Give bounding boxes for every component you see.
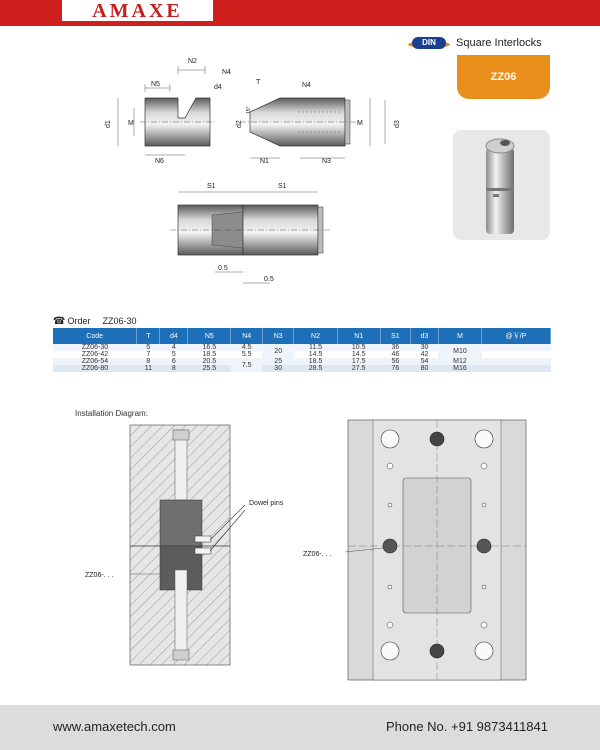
cell: M16 (438, 365, 481, 372)
product-code: ZZ06 (490, 71, 517, 83)
cell: 18.5 (188, 351, 231, 358)
cell: 17.5 (337, 358, 380, 365)
col-n1: N1 (337, 328, 380, 344)
cell: 42 (411, 351, 439, 358)
label-s1-left: S1 (207, 183, 216, 190)
cell: ZZ06-42 (53, 351, 137, 358)
cell: ZZ06-30 (53, 344, 137, 351)
cell: 18.5 (294, 358, 337, 365)
col-d4: d4 (160, 328, 188, 344)
col-d3: d3 (411, 328, 439, 344)
col-m: M (438, 328, 481, 344)
cell: 28.5 (294, 365, 337, 372)
cell (482, 344, 551, 351)
logo-text: AMAXE (92, 0, 183, 22)
cell: 56 (380, 358, 410, 365)
part-label-right: ZZ06-. . . (303, 551, 332, 558)
installation-title: Installation Diagram: (75, 409, 148, 418)
installation-plan-view (303, 420, 526, 680)
phone-number[interactable]: Phone No. +91 9873411841 (385, 719, 548, 734)
label-m-right: M (357, 120, 363, 127)
label-angle: 15° (246, 106, 252, 114)
spec-table (53, 328, 551, 372)
installation-section-view (85, 425, 284, 665)
label-d3: d3 (394, 120, 401, 128)
female-part-drawing (105, 58, 231, 165)
telephone-icon: ☎ (53, 316, 66, 327)
cell: 4.5 (231, 344, 263, 351)
cell: 46 (380, 351, 410, 358)
table-row[interactable] (53, 344, 551, 351)
label-d2: d2 (236, 120, 243, 128)
dowel-pins-label: Dowel pins (249, 500, 284, 507)
cell: 5 (137, 344, 160, 351)
label-n4-left: N4 (222, 69, 231, 76)
label-n1: N1 (260, 158, 269, 165)
male-part-drawing (236, 79, 401, 165)
table-header-row (53, 328, 551, 344)
cell: 80 (411, 365, 439, 372)
series-title: Square Interlocks (456, 37, 542, 49)
order-line (53, 316, 137, 327)
assembled-drawing (170, 183, 330, 283)
cell: 8 (137, 358, 160, 365)
cell: 6 (160, 358, 188, 365)
col-n2: N2 (294, 328, 337, 344)
label-t: T (256, 79, 261, 86)
cell: 5.5 (231, 351, 263, 358)
cell (482, 365, 551, 372)
cell: 10.5 (337, 344, 380, 351)
cell: 5 (160, 351, 188, 358)
cell: 16.5 (188, 344, 231, 351)
cell: 14.5 (337, 351, 380, 358)
label-n4-right: N4 (302, 82, 311, 89)
label-gap-2: 0.5 (264, 276, 274, 283)
website-link[interactable]: www.amaxetech.com (53, 719, 176, 734)
col-t: T (137, 328, 160, 344)
cell: 76 (380, 365, 410, 372)
col-n4: N4 (231, 328, 263, 344)
col-code: Code (53, 328, 137, 344)
cell: M12 (438, 358, 481, 365)
cell: 30 (262, 365, 294, 372)
cell: 27.5 (337, 365, 380, 372)
cell (482, 358, 551, 365)
din-badge: DIN (412, 37, 446, 49)
part-label-left: ZZ06-. . . (85, 572, 114, 579)
cell: 4 (160, 344, 188, 351)
label-m-left: M (128, 120, 134, 127)
cell: 20 (262, 344, 294, 358)
label-d4: d4 (214, 84, 222, 91)
footer (0, 705, 600, 750)
cell: 7 (137, 351, 160, 358)
col-price: @￥/P (482, 328, 551, 344)
label-n6: N6 (155, 158, 164, 165)
cell: 25.5 (188, 365, 231, 372)
col-n3: N3 (262, 328, 294, 344)
cell: 11.5 (294, 344, 337, 351)
cell: ZZ06-54 (53, 358, 137, 365)
cell: 25 (262, 358, 294, 365)
cell: 7.5 (231, 358, 263, 372)
cell: 14.5 (294, 351, 337, 358)
cell: 20.5 (188, 358, 231, 365)
cell: ZZ06-80 (53, 365, 137, 372)
label-n3: N3 (322, 158, 331, 165)
cell: M10 (438, 344, 481, 358)
order-example: ZZ06-30 (102, 316, 137, 326)
label-d1: d1 (105, 120, 112, 128)
cell: 36 (380, 344, 410, 351)
cell: 11 (137, 365, 160, 372)
label-n2: N2 (188, 58, 197, 65)
table-row[interactable] (53, 365, 551, 372)
label-n5: N5 (151, 81, 160, 88)
order-label: Order (67, 316, 91, 326)
col-n5: N5 (188, 328, 231, 344)
label-s1-right: S1 (278, 183, 287, 190)
cell: 54 (411, 358, 439, 365)
col-s1: S1 (380, 328, 410, 344)
label-gap-1: 0.5 (218, 265, 228, 272)
table-row[interactable] (53, 358, 551, 365)
cell (482, 351, 551, 358)
cell: 30 (411, 344, 439, 351)
cell: 8 (160, 365, 188, 372)
